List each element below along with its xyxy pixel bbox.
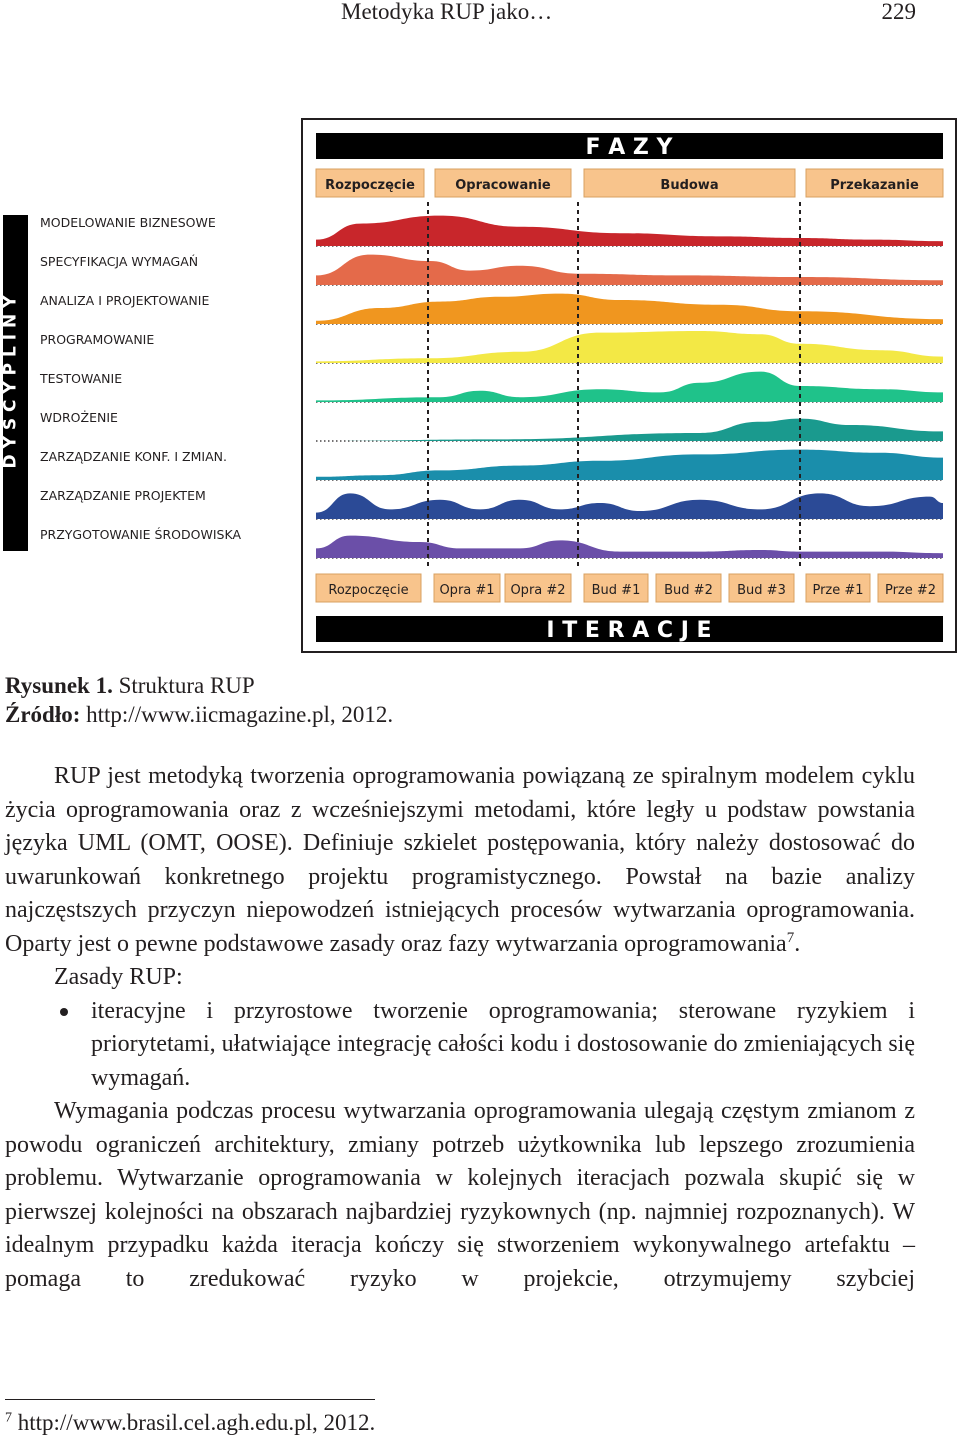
footnote-ref-7[interactable]: 7 xyxy=(786,929,795,946)
iterations-banner-text: I T E R A C J E xyxy=(546,618,712,643)
discipline-label: ZARZĄDZANIE PROJEKTEM xyxy=(40,488,206,503)
paragraph-2: Zasady RUP: xyxy=(54,964,183,990)
rup-structure-figure xyxy=(0,112,960,657)
paragraph-3: Wymagania podczas procesu wytwarzania oprogramowania ulegają częstym zmianom z powodu ograniczeń architektury, zmiany potrzeb użytkownika lub lepszego zrozumienia problemu. Wytwarzanie oprogramowania w kolejnych iteracjach pozwala skupić się w pierwszej kolejności na obszarach najbardziej ryzykownych (np. najmniej rozpoznanych). W idealnym przypadku każda iteracja kończy się stworzeniem wykonywalnego artefaktu – pomaga to zredukować ryzyko w projekcie, otrzymujemy szybciej xyxy=(5,1098,915,1292)
phase-tabs xyxy=(316,169,943,197)
discipline-label: MODELOWANIE BIZNESOWE xyxy=(40,215,216,230)
iteration-tab-label: Bud #2 xyxy=(664,583,713,598)
discipline-workload-area xyxy=(316,255,943,285)
paragraph-1-text: RUP jest metodyką tworzenia oprogramowania powiązaną ze spiralnym modelem cyklu życia oprogramowania oraz z wcześniejszymi metodami, które legły u podstaw powstania języka UML (OMT, OOSE). Definiuje szkielet postępowania, który należy dostosować do uwarunkowań konkretnego projektu programistycznego. Powstał na bazie analizy najczęstszych przyczyn niepowodzeń istniejących procesów wytwarzania oprogramowania. Oparty jest o pewne podstawowe zasady oraz fazy wytwarzania oprogramowania xyxy=(5,763,915,957)
figure-caption xyxy=(5,671,393,729)
discipline-labels xyxy=(39,215,241,542)
paragraph-1 xyxy=(5,760,915,961)
iteration-tab-label: Prze #1 xyxy=(812,583,864,598)
phase-tab-label: Budowa xyxy=(660,178,719,193)
iteration-tab-label: Opra #2 xyxy=(510,583,566,598)
iteration-tab-label: Bud #1 xyxy=(591,583,641,598)
body-text xyxy=(5,760,915,1296)
page-header xyxy=(0,0,960,30)
caption-source-label: Źródło: xyxy=(5,702,81,727)
discipline-label: PRZYGOTOWANIE ŚRODOWISKA xyxy=(40,527,241,542)
discipline-workload-area xyxy=(316,294,943,324)
discipline-label: PROGRAMOWANIE xyxy=(40,332,155,347)
footnote-mark: 7 xyxy=(5,1410,12,1426)
discipline-rows xyxy=(316,202,943,567)
list-item xyxy=(5,995,915,1096)
discipline-workload-area xyxy=(316,493,943,519)
discipline-workload-area xyxy=(316,372,943,402)
paragraph-1-end: . xyxy=(794,930,801,957)
iteration-tab-label: Rozpoczęcie xyxy=(328,583,409,598)
caption-label: Rysunek 1. xyxy=(5,673,113,698)
caption-title: Struktura RUP xyxy=(112,673,255,698)
bullet-icon xyxy=(60,1008,68,1016)
rup-diagram xyxy=(0,112,960,657)
discipline-workload-area xyxy=(316,536,943,558)
running-title: Metodyka RUP jako… xyxy=(341,0,553,24)
iteration-tabs xyxy=(316,574,943,602)
disciplines-banner-text: D Y S C Y P L I N Y xyxy=(0,295,21,469)
discipline-workload-area xyxy=(316,216,943,246)
discipline-workload-area xyxy=(316,419,943,441)
phase-tab-label: Przekazanie xyxy=(830,178,919,193)
iteration-tab-label: Opra #1 xyxy=(439,583,495,598)
discipline-label: ZARZĄDZANIE KONF. I ZMIAN. xyxy=(40,449,227,464)
discipline-label: WDROŻENIE xyxy=(40,410,118,425)
discipline-label: ANALIZA I PROJEKTOWANIE xyxy=(40,293,210,308)
iteration-tab-label: Prze #2 xyxy=(884,583,937,598)
phase-tab-label: Rozpoczęcie xyxy=(325,178,415,193)
discipline-workload-area xyxy=(316,331,943,363)
phase-tab-label: Opracowanie xyxy=(455,178,551,193)
iteration-tab-label: Bud #3 xyxy=(737,583,786,598)
discipline-label: SPECYFIKACJA WYMAGAŃ xyxy=(40,254,199,269)
footnote-rule xyxy=(5,1399,375,1400)
page-number: 229 xyxy=(881,0,916,24)
phases-banner-text: F A Z Y xyxy=(585,135,673,160)
footnote-text: http://www.brasil.cel.agh.edu.pl, 2012. xyxy=(12,1410,376,1435)
discipline-label: TESTOWANIE xyxy=(40,371,123,386)
caption-source-text: http://www.iicmagazine.pl, 2012. xyxy=(80,702,394,727)
list-item-text: iteracyjne i przyrostowe tworzenie oprogramowania; sterowane ryzykiem i priorytetami, ułatwiające integrację całości kodu i dostosowanie do zmieniających się wymagań. xyxy=(91,997,915,1091)
footnote xyxy=(5,1410,375,1436)
diagram-frame xyxy=(302,119,956,652)
discipline-workload-area xyxy=(316,450,943,480)
